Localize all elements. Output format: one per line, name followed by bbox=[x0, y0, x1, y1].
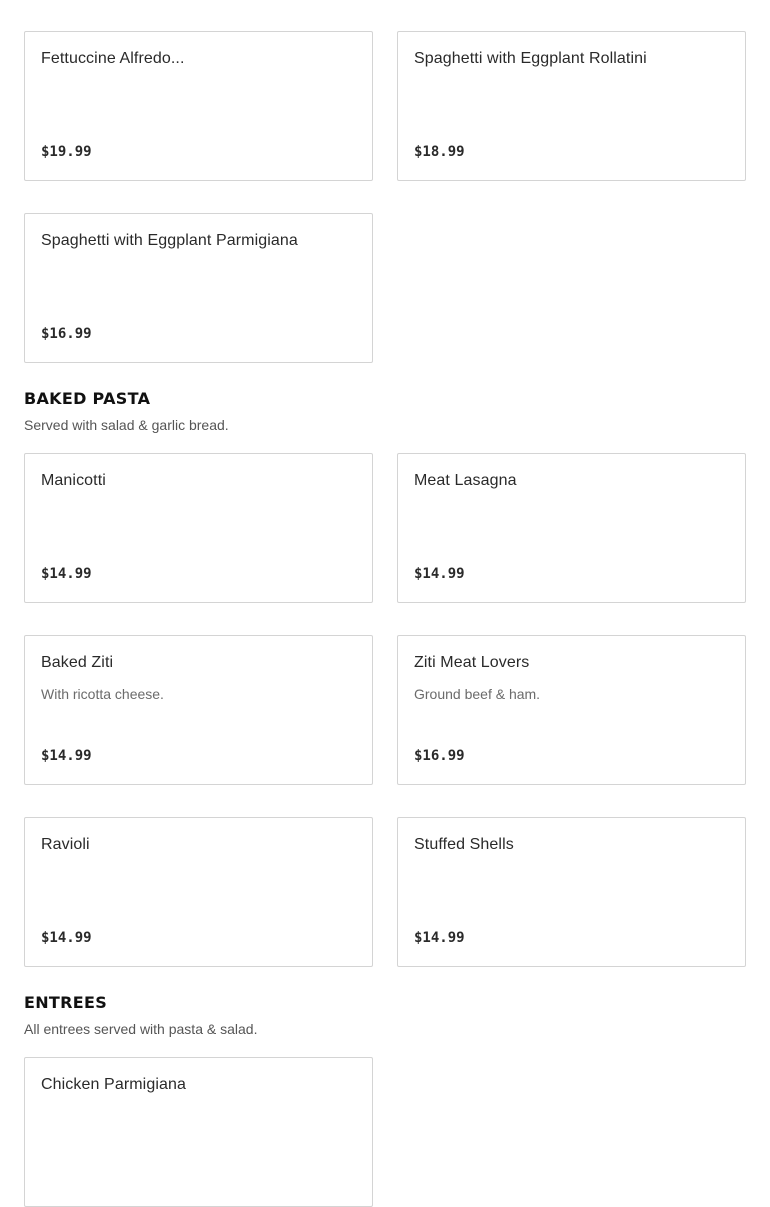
menu-item-price: $14.99 bbox=[41, 930, 92, 946]
menu-item-name: Spaghetti with Eggplant Rollatini bbox=[414, 50, 647, 67]
menu-item-name: Manicotti bbox=[41, 472, 106, 489]
menu-item-card[interactable] bbox=[397, 635, 746, 785]
menu-item-card[interactable] bbox=[24, 453, 373, 603]
section-subtitle-baked-pasta: Served with salad & garlic bread. bbox=[24, 417, 229, 433]
menu-item-card[interactable] bbox=[24, 213, 373, 363]
menu-item-card[interactable] bbox=[24, 1057, 373, 1207]
menu-item-card[interactable] bbox=[24, 817, 373, 967]
section-title-baked-pasta: BAKED PASTA bbox=[24, 389, 151, 408]
menu-item-price: $19.99 bbox=[41, 144, 92, 160]
menu-item-name: Ziti Meat Lovers bbox=[414, 654, 530, 671]
menu-item-price: $14.99 bbox=[414, 566, 465, 582]
menu-item-name: Stuffed Shells bbox=[414, 836, 514, 853]
section-title-entrees: ENTREES bbox=[24, 993, 108, 1012]
menu-item-name: Spaghetti with Eggplant Parmigiana bbox=[41, 232, 298, 249]
section-subtitle-entrees: All entrees served with pasta & salad. bbox=[24, 1021, 258, 1037]
menu-item-price: $14.99 bbox=[41, 748, 92, 764]
menu-item-card[interactable] bbox=[24, 635, 373, 785]
menu-item-name: Chicken Parmigiana bbox=[41, 1076, 186, 1093]
menu-item-card[interactable] bbox=[24, 31, 373, 181]
menu-item-name: Fettuccine Alfredo... bbox=[41, 50, 185, 67]
menu-item-name: Meat Lasagna bbox=[414, 472, 517, 489]
menu-item-price: $16.99 bbox=[41, 326, 92, 342]
menu-item-card[interactable] bbox=[397, 453, 746, 603]
menu-item-price: $16.99 bbox=[414, 748, 465, 764]
menu-item-name: Baked Ziti bbox=[41, 654, 114, 671]
menu-item-price: $18.99 bbox=[414, 144, 465, 160]
menu-item-description: Ground beef & ham. bbox=[414, 686, 541, 702]
menu-item-card[interactable] bbox=[397, 817, 746, 967]
menu-item-price: $14.99 bbox=[414, 930, 465, 946]
menu-item-price: $14.99 bbox=[41, 566, 92, 582]
menu-item-description: With ricotta cheese. bbox=[41, 686, 164, 702]
menu-item-card[interactable] bbox=[397, 31, 746, 181]
menu-item-name: Ravioli bbox=[41, 836, 90, 853]
